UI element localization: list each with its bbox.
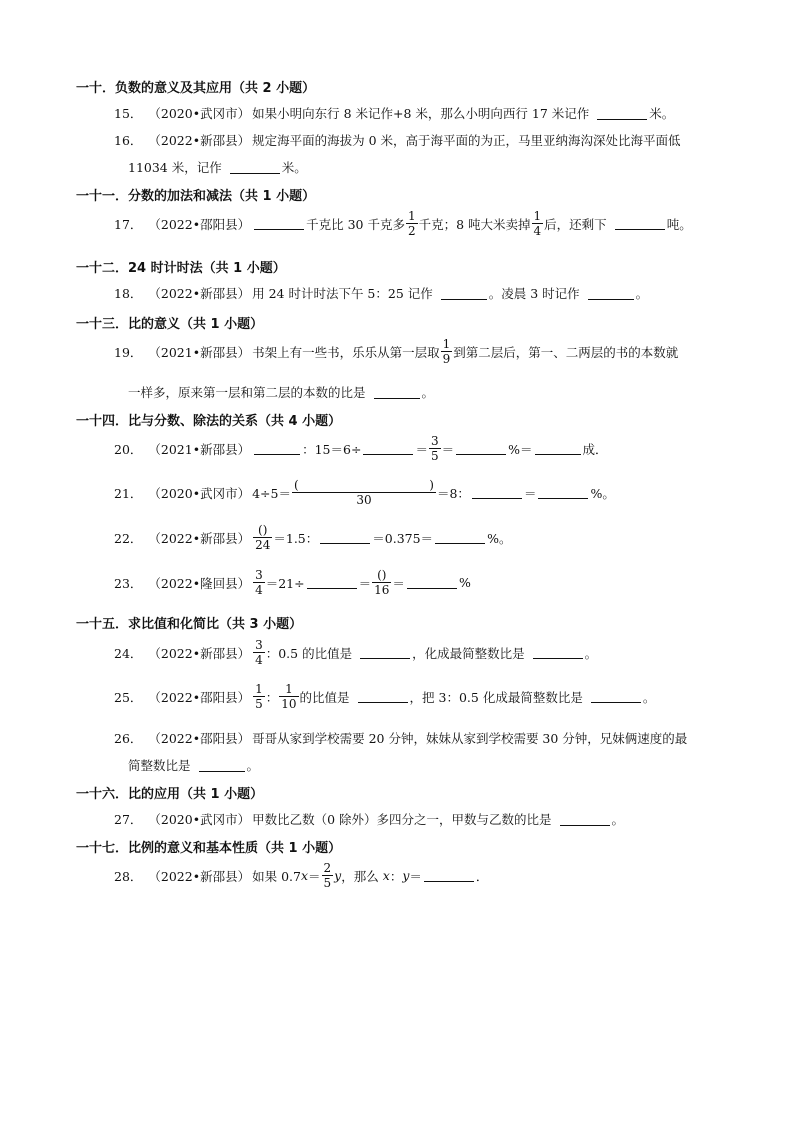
- answer-blank[interactable]: [615, 217, 665, 230]
- question-19: [114, 338, 678, 365]
- question-number: 28．: [114, 868, 143, 884]
- question-number: 21．: [114, 485, 143, 501]
- question-15: [114, 104, 674, 122]
- fraction: $\frac{1}{4}$: [533, 209, 542, 238]
- question-text: ＝: [358, 575, 372, 591]
- question-tail: 米。: [649, 106, 675, 121]
- answer-blank[interactable]: [424, 869, 474, 882]
- question-text: 规定海平面的海拔为 0 米，高于海平面的为正，马里亚纳海沟深处比海平面低: [252, 133, 681, 148]
- question-22: [114, 524, 511, 551]
- question-text: ＝: [523, 485, 537, 501]
- question-text: 11034 米，记作: [128, 160, 222, 175]
- question-text: 到第二层后，第一、二两层的书的本数就: [453, 344, 679, 360]
- question-number: 15．: [114, 106, 143, 121]
- question-26-continued: [128, 756, 259, 774]
- fraction: $\frac{3}{4}$: [255, 638, 263, 667]
- question-16: [114, 131, 681, 149]
- answer-blank[interactable]: [560, 813, 610, 826]
- variable-x: x: [300, 868, 309, 883]
- question-tail: %: [458, 575, 471, 590]
- answer-blank[interactable]: [597, 107, 647, 120]
- question-tail: 吨。: [666, 216, 692, 232]
- answer-blank[interactable]: [374, 386, 420, 399]
- question-source: （2022•邵阳县）: [148, 731, 251, 746]
- variable-y: y: [334, 868, 342, 883]
- question-source: （2022•新邵县）: [148, 868, 251, 884]
- question-text: ＝0.375＝: [372, 530, 434, 546]
- equals-sign: ＝: [308, 868, 321, 884]
- question-text: ，把 3：0.5 化成最简整数比是: [409, 689, 583, 705]
- question-text: 如果小明向东行 8 米记作+8 米，那么小明向西行 17 米记作: [252, 106, 590, 121]
- section-heading: 一十七．比例的意义和基本性质（共 1 小题）: [76, 841, 342, 856]
- question-text: ＝: [415, 441, 428, 457]
- answer-blank[interactable]: [363, 442, 413, 455]
- fraction: $\frac{1}{10}$: [281, 682, 297, 711]
- section-heading: 一十四．比与分数、除法的关系（共 4 小题）: [76, 414, 342, 429]
- question-text: 简整数比是: [128, 758, 191, 773]
- question-source: （2022•新邵县）: [148, 645, 251, 661]
- fraction: $\frac{1}{9}$: [442, 337, 451, 366]
- question-17: [114, 210, 692, 237]
- question-26: [114, 729, 687, 747]
- question-source: （2022•隆回县）: [148, 575, 251, 591]
- question-tail: 。: [611, 812, 625, 827]
- question-source: （2022•新邵县）: [148, 530, 251, 546]
- question-source: （2020•武冈市）: [148, 812, 251, 827]
- question-number: 20．: [114, 441, 143, 457]
- question-number: 18．: [114, 286, 143, 301]
- question-20: [114, 435, 608, 462]
- answer-blank[interactable]: [254, 217, 304, 230]
- question-source: （2020•武冈市）: [148, 106, 251, 121]
- question-19-continued: [128, 383, 434, 401]
- answer-blank[interactable]: [230, 161, 280, 174]
- question-tail: 成．: [582, 441, 608, 457]
- fraction: $\frac{1}{2}$: [407, 209, 416, 238]
- answer-blank[interactable]: [358, 690, 408, 703]
- question-source: （2020•武冈市）: [148, 485, 251, 501]
- question-text: ：15＝6÷: [302, 441, 362, 457]
- question-tail: %。: [590, 485, 615, 501]
- section-heading: 一十三．比的意义（共 1 小题）: [76, 317, 264, 332]
- question-text: %＝: [508, 441, 533, 457]
- question-tail: 。: [421, 385, 435, 400]
- question-text: ＝1.5：: [273, 530, 319, 546]
- answer-blank[interactable]: [407, 576, 457, 589]
- fraction: $\frac{1}{5}$: [255, 682, 263, 711]
- question-text: 哥哥从家到学校需要 20 分钟，妹妹从家到学校需要 30 分钟，兄妹俩速度的最: [252, 731, 688, 746]
- ratio-colon: ：: [389, 868, 403, 884]
- question-text: 千克；8 吨大米卖掉: [418, 216, 531, 232]
- question-source: （2022•邵阳县）: [148, 689, 251, 705]
- section-heading: 一十五．求比值和化简比（共 3 小题）: [76, 617, 303, 632]
- question-text: 如果 0.7: [252, 868, 301, 884]
- fraction: $\frac{3}{5}$: [430, 434, 439, 463]
- question-source: （2022•邵阳县）: [148, 216, 251, 232]
- question-text: 4÷5＝: [252, 485, 291, 501]
- question-text: 甲数比乙数（0 除外）多四分之一，甲数与乙数的比是: [252, 812, 552, 827]
- question-source: （2021•新邵县）: [148, 441, 251, 457]
- answer-blank[interactable]: [588, 287, 634, 300]
- question-16-continued: [128, 158, 307, 176]
- fraction: ( ) 30: [293, 478, 434, 507]
- fraction: $\frac{3}{4}$: [255, 568, 263, 597]
- answer-blank[interactable]: [535, 442, 581, 455]
- answer-blank[interactable]: [591, 690, 641, 703]
- question-tail: 。: [635, 286, 649, 301]
- question-text: 的比值是: [299, 689, 350, 705]
- question-tail: ．: [475, 868, 489, 884]
- section-heading: 一十．负数的意义及其应用（共 2 小题）: [76, 81, 316, 96]
- fraction: $\frac{()}{24}$: [255, 523, 271, 552]
- fraction: $\frac{2}{5}$: [323, 861, 332, 890]
- question-tail: 。: [584, 645, 598, 661]
- variable-x: x: [382, 868, 390, 883]
- equals-sign: ＝: [409, 868, 422, 884]
- question-25: [114, 683, 655, 710]
- question-21: [114, 479, 615, 506]
- question-number: 27．: [114, 812, 143, 827]
- answer-blank[interactable]: [472, 486, 522, 499]
- answer-blank[interactable]: [320, 531, 370, 544]
- question-number: 26．: [114, 731, 143, 746]
- variable-y: y: [402, 868, 410, 883]
- question-24: [114, 639, 597, 666]
- question-18: [114, 284, 648, 302]
- question-text: 一样多，原来第一层和第二层的本数的比是: [128, 385, 366, 400]
- question-number: 22．: [114, 530, 143, 546]
- question-number: 23．: [114, 575, 143, 591]
- section-heading: 一十六．比的应用（共 1 小题）: [76, 787, 264, 802]
- question-text: ＝: [441, 441, 455, 457]
- section-heading: 一十一．分数的加法和减法（共 1 小题）: [76, 189, 316, 204]
- answer-blank[interactable]: [533, 646, 583, 659]
- question-text: ＝21÷: [265, 575, 305, 591]
- question-text: 千克比 30 千克多: [306, 216, 405, 232]
- question-tail: 。: [642, 689, 656, 705]
- question-text: ＝: [392, 575, 405, 591]
- question-text: ：0.5 的比值是: [265, 645, 353, 661]
- answer-blank[interactable]: [254, 442, 300, 455]
- question-number: 17．: [114, 216, 143, 232]
- question-text: ＝8：: [436, 485, 470, 501]
- question-number: 16．: [114, 133, 143, 148]
- question-tail: 米。: [281, 160, 307, 175]
- question-number: 24．: [114, 645, 143, 661]
- question-tail: 。: [246, 758, 260, 773]
- question-text: ，那么: [341, 868, 379, 884]
- fraction: $\frac{()}{16}$: [374, 568, 390, 597]
- question-text: 后，还剩下: [544, 216, 607, 232]
- section-heading: 一十二．24 时计时法（共 1 小题）: [76, 261, 286, 276]
- question-text: 。凌晨 3 时记作: [488, 286, 580, 301]
- answer-blank[interactable]: [360, 646, 410, 659]
- question-source: （2022•新邵县）: [148, 133, 251, 148]
- question-text: 用 24 时计时法下午 5：25 记作: [252, 286, 433, 301]
- answer-blank[interactable]: [307, 576, 357, 589]
- answer-blank[interactable]: [538, 486, 588, 499]
- question-tail: %。: [487, 530, 512, 546]
- question-number: 25．: [114, 689, 143, 705]
- question-number: 19．: [114, 344, 143, 360]
- question-source: （2022•新邵县）: [148, 286, 251, 301]
- answer-blank[interactable]: [441, 287, 487, 300]
- question-text: ，化成最简整数比是: [412, 645, 525, 661]
- question-text: ：: [265, 689, 279, 705]
- question-source: （2021•新邵县）: [148, 344, 251, 360]
- answer-blank[interactable]: [456, 442, 506, 455]
- answer-blank[interactable]: [435, 531, 485, 544]
- question-27: [114, 810, 624, 828]
- answer-blank[interactable]: [199, 759, 245, 772]
- question-28: [114, 862, 488, 889]
- question-text: 书架上有一些书，乐乐从第一层取: [252, 344, 440, 360]
- question-23: [114, 569, 471, 596]
